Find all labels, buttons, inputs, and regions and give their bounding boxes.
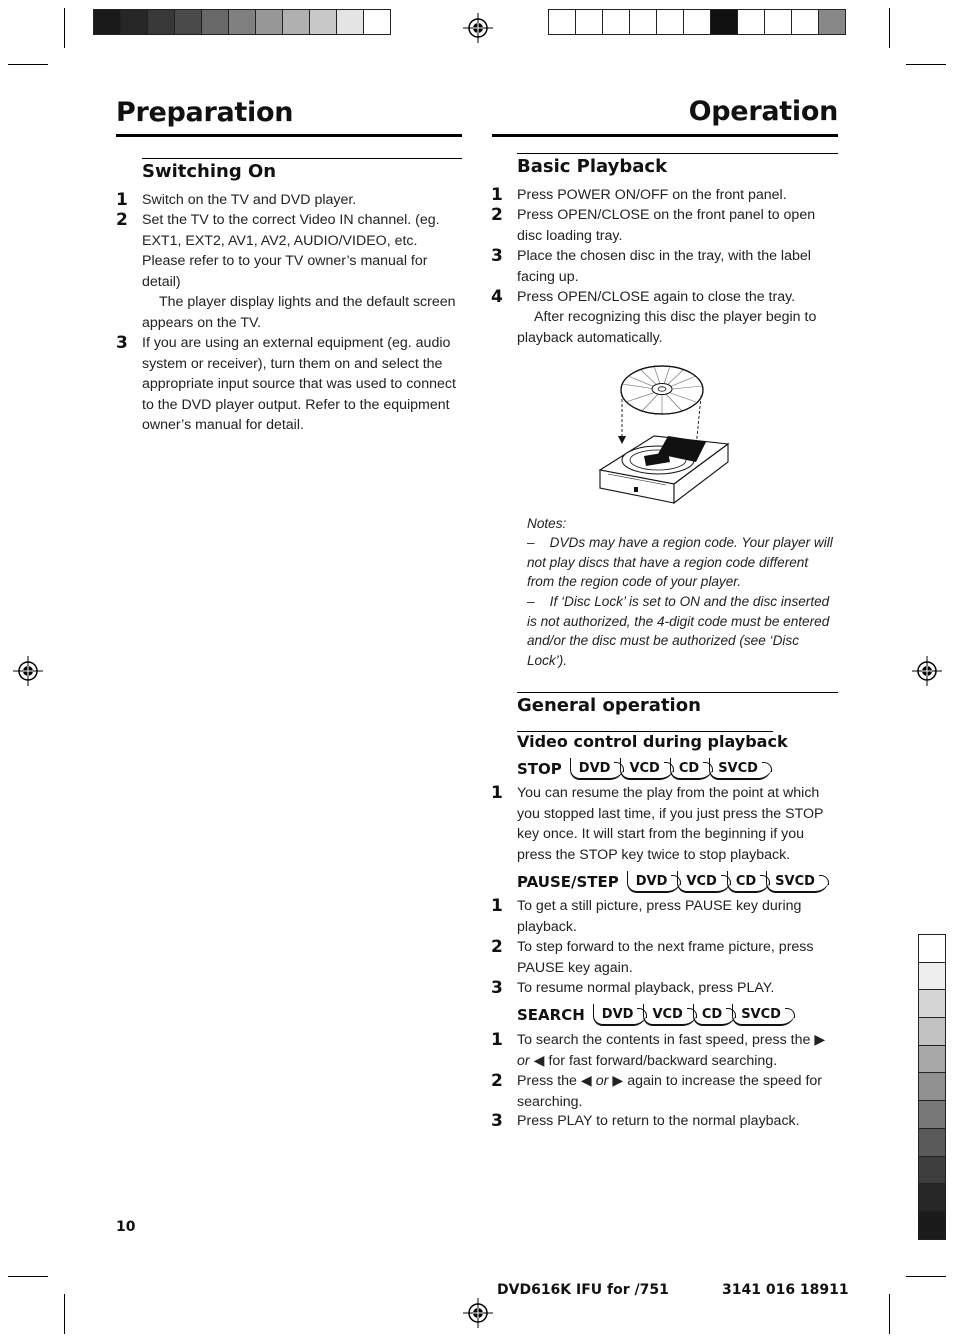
step-number: 1 xyxy=(491,1030,503,1050)
play-forward-icon: ▶ xyxy=(612,1073,624,1089)
color-swatch xyxy=(228,9,256,35)
dvd-badge-icon: DVD xyxy=(570,758,625,780)
color-swatch xyxy=(282,9,310,35)
step-number: 2 xyxy=(491,937,503,957)
section-rule xyxy=(517,153,838,154)
section-title-general-operation: General operation xyxy=(517,695,701,716)
stop-label-row xyxy=(517,758,768,780)
color-swatch xyxy=(629,9,657,35)
section-title-switching-on: Switching On xyxy=(142,161,277,182)
step-number: 3 xyxy=(491,1111,503,1131)
registration-mark-icon xyxy=(463,13,493,43)
dvd-badge-icon: DVD xyxy=(627,871,682,893)
step-number: 1 xyxy=(116,190,128,210)
section-title-basic-playback: Basic Playback xyxy=(517,156,668,177)
color-swatch xyxy=(683,9,711,35)
note-item: – If ‘Disc Lock’ is set to ON and the disc inserted is not authorized, the 4-digit code must be entered and/or the disc must be authorized (see ‘Disc Lock’). xyxy=(527,594,830,668)
step-text: Press PLAY to return to the normal playback. xyxy=(517,1113,800,1129)
cd-badge-icon: CD xyxy=(727,871,770,893)
or-word: or xyxy=(517,1052,530,1069)
step-text-part: Press the xyxy=(517,1073,577,1089)
step-text: Place the chosen disc in the tray, with the label facing up. xyxy=(517,248,811,285)
registration-mark-icon xyxy=(912,656,942,686)
color-swatch xyxy=(791,9,819,35)
color-swatch xyxy=(918,1211,946,1240)
step-number: 3 xyxy=(491,246,503,266)
step-text-part: for fast forward/backward searching. xyxy=(548,1052,778,1069)
color-swatch xyxy=(918,1100,946,1129)
step-text: To step forward to the next frame picture, press PAUSE key again. xyxy=(517,939,814,976)
step-text: Press POWER ON/OFF on the front panel. xyxy=(517,187,787,203)
play-backward-icon: ◀ xyxy=(533,1052,545,1069)
svcd-badge-icon: SVCD xyxy=(766,871,829,893)
color-swatch xyxy=(918,1183,946,1212)
color-swatch xyxy=(548,9,576,35)
play-backward-icon: ◀ xyxy=(580,1073,592,1089)
step-number: 2 xyxy=(116,210,128,230)
color-swatch xyxy=(710,9,738,35)
vcd-badge-icon: VCD xyxy=(620,758,673,780)
step-number: 1 xyxy=(491,896,503,916)
cd-badge-icon: CD xyxy=(670,758,713,780)
step-text: Press OPEN/CLOSE on the front panel to open disc loading tray. xyxy=(517,207,816,244)
step-text: Set the TV to the correct Video IN channel. (eg. EXT1, EXT2, AV1, AV2, AUDIO/VIDEO, etc. Please refer to to your TV owner’s manual for detail) xyxy=(142,212,440,290)
color-swatch xyxy=(918,934,946,963)
step-text: To get a still picture, press PAUSE key during playback. xyxy=(517,898,802,935)
color-swatch xyxy=(147,9,175,35)
color-swatch xyxy=(255,9,283,35)
step-number: 1 xyxy=(491,185,503,205)
footer-model: DVD616K IFU for /751 xyxy=(497,1282,669,1298)
color-swatch xyxy=(918,962,946,991)
page-heading-preparation: Preparation xyxy=(116,97,294,128)
color-swatch xyxy=(575,9,603,35)
pause-step-label: PAUSE/STEP xyxy=(517,873,619,891)
color-bar-top-right xyxy=(548,9,845,35)
step-text: Switch on the TV and DVD player. xyxy=(142,192,357,208)
color-swatch xyxy=(918,1045,946,1074)
color-swatch xyxy=(818,9,846,35)
registration-mark-icon xyxy=(463,1298,493,1328)
step-result: After recognizing this disc the player begin to playback automatically. xyxy=(517,309,817,346)
disc-tray-illustration xyxy=(596,362,734,506)
color-swatch xyxy=(602,9,630,35)
dvd-badge-icon: DVD xyxy=(593,1004,648,1026)
color-swatch xyxy=(201,9,229,35)
step-text: To resume normal playback, press PLAY. xyxy=(517,980,775,996)
color-bar-top-left xyxy=(93,9,390,35)
step-text-part: To search the contents in fast speed, press the xyxy=(517,1032,811,1048)
page-heading-operation: Operation xyxy=(688,96,838,127)
notes-title: Notes: xyxy=(527,516,567,531)
color-swatch xyxy=(918,1072,946,1101)
note-text: DVDs may have a region code. Your player will not play discs that have a region code different from the region code of your player. xyxy=(527,535,833,589)
page-number: 10 xyxy=(116,1219,136,1235)
color-swatch xyxy=(336,9,364,35)
color-swatch xyxy=(174,9,202,35)
step-number: 4 xyxy=(491,287,503,307)
note-text: If ‘Disc Lock’ is set to ON and the disc inserted is not authorized, the 4-digit code must be entered and/or the disc must be authorized (see ‘Disc Lock’). xyxy=(527,594,830,668)
color-bar-right-side xyxy=(918,934,946,1239)
svcd-badge-icon: SVCD xyxy=(732,1004,795,1026)
subsection-title-video-control: Video control during playback xyxy=(517,732,788,751)
step-number: 3 xyxy=(491,978,503,998)
cd-badge-icon: CD xyxy=(693,1004,736,1026)
step-text: If you are using an external equipment (eg. audio system or receiver), turn them on and select the appropriate input source that was used to connect to the DVD player output. Refer to the equipment owner’s manual for detail. xyxy=(142,335,456,433)
registration-mark-icon xyxy=(13,656,43,686)
step-result: The player display lights and the default screen appears on the TV. xyxy=(142,294,456,331)
color-swatch xyxy=(737,9,765,35)
step-text: You can resume the play from the point at which you stopped last time, if you just press the STOP key once. It will start from the beginning if you press the STOP key twice to stop playback. xyxy=(517,785,824,863)
vcd-badge-icon: VCD xyxy=(677,871,730,893)
heading-rule xyxy=(492,134,838,137)
svcd-badge-icon: SVCD xyxy=(709,758,772,780)
color-swatch xyxy=(764,9,792,35)
color-swatch xyxy=(363,9,391,35)
vcd-badge-icon: VCD xyxy=(643,1004,696,1026)
color-swatch xyxy=(120,9,148,35)
section-rule xyxy=(142,158,462,159)
step-number: 1 xyxy=(491,783,503,803)
footer-code: 3141 016 18911 xyxy=(722,1282,849,1298)
color-swatch xyxy=(656,9,684,35)
color-swatch xyxy=(93,9,121,35)
play-forward-icon: ▶ xyxy=(814,1032,826,1048)
step-text-part: again to increase the speed for searching. xyxy=(517,1073,823,1110)
or-word: or xyxy=(595,1073,609,1089)
color-swatch xyxy=(918,1128,946,1157)
color-swatch xyxy=(309,9,337,35)
heading-rule xyxy=(116,134,462,137)
pause-label-row xyxy=(517,871,825,893)
search-label-row xyxy=(517,1004,791,1026)
search-label: SEARCH xyxy=(517,1006,585,1024)
step-number: 3 xyxy=(116,333,128,353)
note-item: – DVDs may have a region code. Your player will not play discs that have a region code different from the region code of your player. xyxy=(527,535,833,589)
step-number: 2 xyxy=(491,1071,503,1091)
step-text xyxy=(517,1071,833,1112)
stop-label: STOP xyxy=(517,760,562,778)
color-swatch xyxy=(918,1017,946,1046)
step-text xyxy=(517,1030,833,1071)
step-number: 2 xyxy=(491,205,503,225)
color-swatch xyxy=(918,989,946,1018)
color-swatch xyxy=(918,1156,946,1185)
section-rule xyxy=(517,692,838,693)
step-text: Press OPEN/CLOSE again to close the tray. xyxy=(517,289,796,305)
